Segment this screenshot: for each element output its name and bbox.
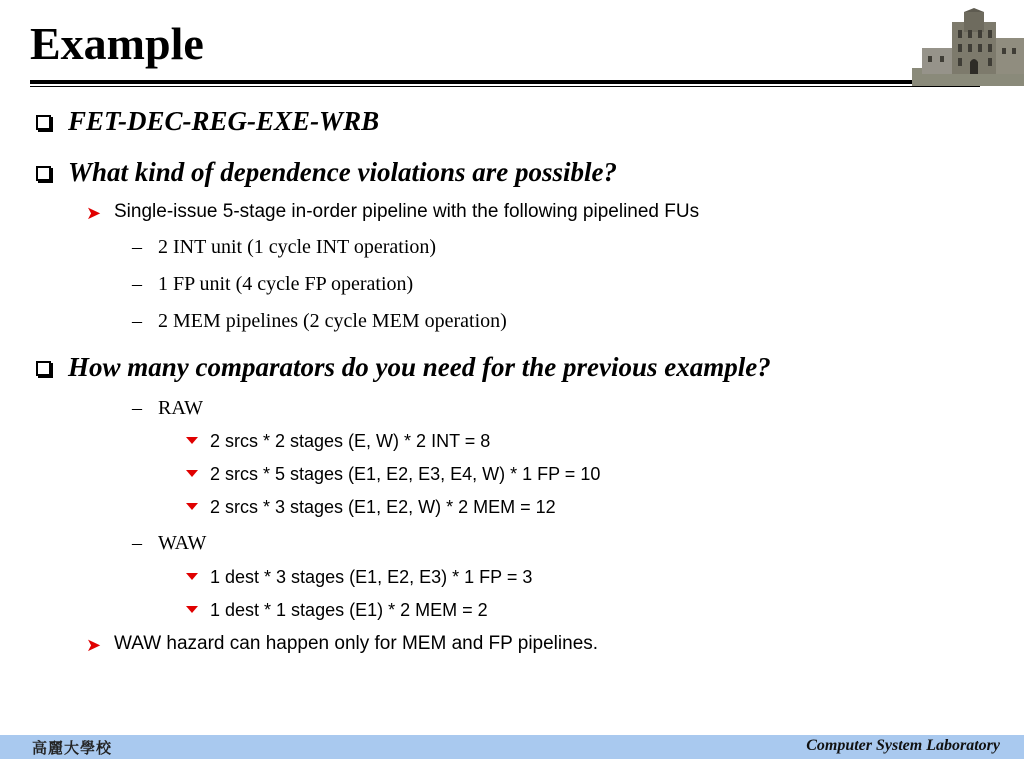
bullet-text: WAW hazard can happen only for MEM and FP pipelines. bbox=[114, 633, 599, 654]
bullet-text: 1 dest * 3 stages (E1, E2, E3) * 1 FP = 3 bbox=[210, 567, 533, 587]
triangle-bullet-icon bbox=[186, 503, 198, 510]
title-divider bbox=[30, 80, 980, 84]
arrow-bullet-icon: ➤ bbox=[86, 635, 102, 656]
slide-title: Example bbox=[30, 18, 204, 69]
dash-bullet: – bbox=[132, 273, 142, 295]
bullet-text: RAW bbox=[158, 397, 204, 419]
dash-bullet: – bbox=[132, 236, 142, 258]
checkbox-bullet-icon bbox=[36, 115, 51, 130]
bullet-text: Single-issue 5-stage in-order pipeline with the following pipelined FUs bbox=[114, 201, 700, 222]
checkbox-bullet-icon bbox=[36, 166, 51, 181]
bullet-text: FET-DEC-REG-EXE-WRB bbox=[68, 106, 380, 136]
triangle-bullet-icon bbox=[186, 470, 198, 477]
dash-bullet: – bbox=[132, 310, 142, 332]
bullet-text: 1 dest * 1 stages (E1) * 2 MEM = 2 bbox=[210, 600, 488, 620]
bullet-text: 2 srcs * 3 stages (E1, E2, W) * 2 MEM = 12 bbox=[210, 497, 556, 517]
lab-name: Computer System Laboratory bbox=[806, 737, 1000, 754]
bullet-text: WAW bbox=[158, 532, 207, 554]
university-name: 高麗大學校 bbox=[32, 739, 113, 757]
triangle-bullet-icon bbox=[186, 606, 198, 613]
title-divider-thin bbox=[30, 86, 980, 87]
dash-bullet: – bbox=[132, 397, 142, 419]
bullet-text: 2 srcs * 2 stages (E, W) * 2 INT = 8 bbox=[210, 431, 491, 451]
checkbox-bullet-icon bbox=[36, 361, 51, 376]
arrow-bullet-icon: ➤ bbox=[86, 203, 102, 224]
bullet-text: What kind of dependence violations are possible? bbox=[68, 157, 617, 187]
triangle-bullet-icon bbox=[186, 573, 198, 580]
bullet-text: 2 MEM pipelines (2 cycle MEM operation) bbox=[158, 310, 507, 332]
bullet-text: How many comparators do you need for the previous example? bbox=[68, 352, 771, 382]
triangle-bullet-icon bbox=[186, 437, 198, 444]
bullet-text: 2 srcs * 5 stages (E1, E2, E3, E4, W) * 1 FP = 10 bbox=[210, 464, 601, 484]
footer-bar bbox=[0, 735, 1024, 759]
bullet-text: 1 FP unit (4 cycle FP operation) bbox=[158, 273, 414, 295]
bullet-text: 2 INT unit (1 cycle INT operation) bbox=[158, 236, 437, 258]
university-building-icon bbox=[912, 8, 1024, 86]
dash-bullet: – bbox=[132, 532, 142, 554]
